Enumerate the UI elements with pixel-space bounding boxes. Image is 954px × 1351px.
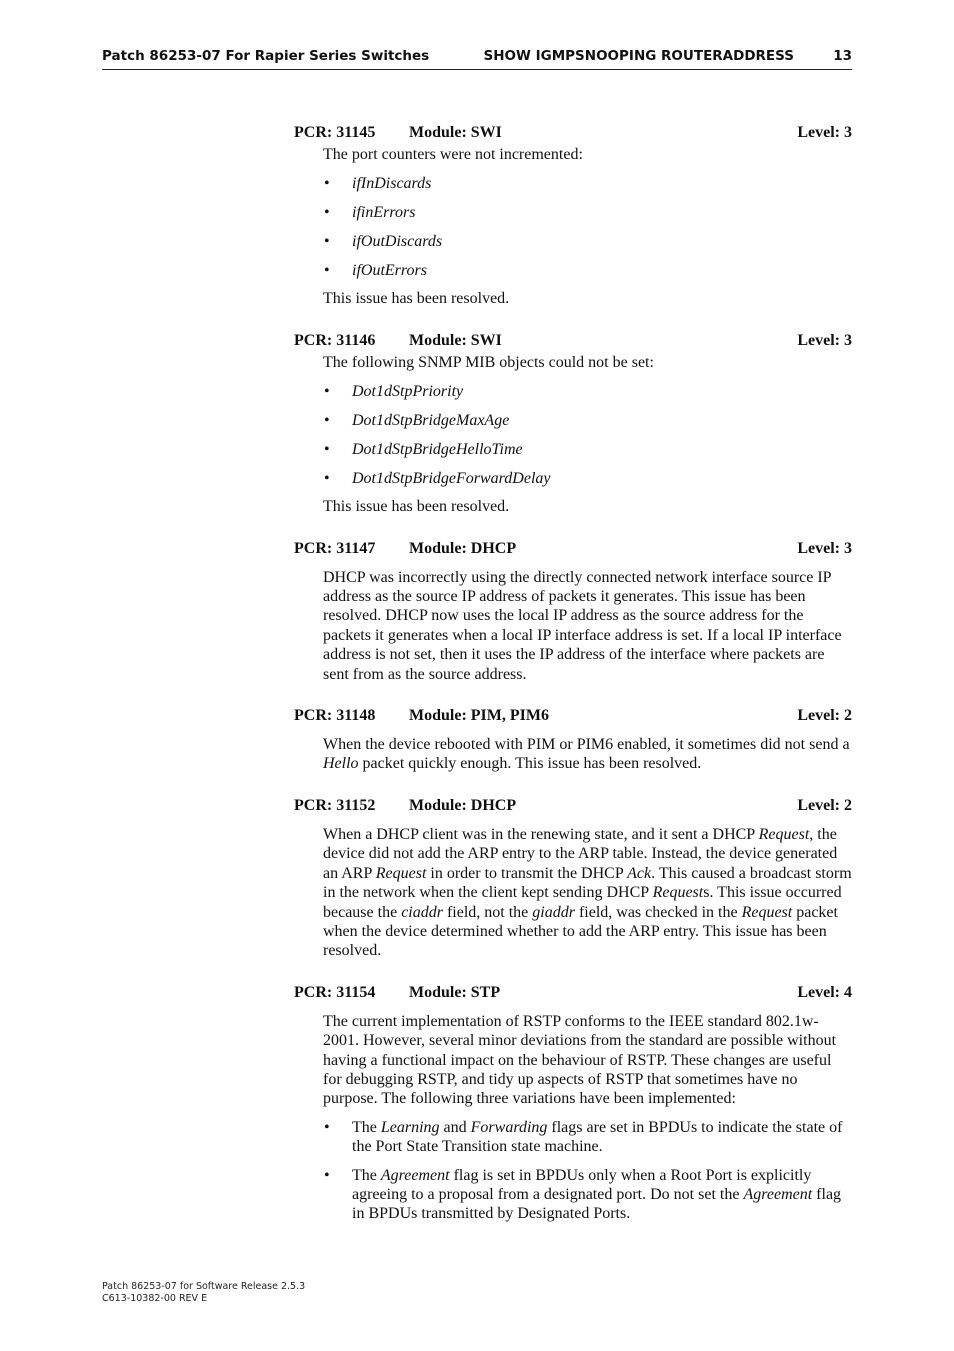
list-item: • The Learning and Forwarding flags are set in BPDUs to indicate the state of the Port State Transition state machine. — [324, 1118, 843, 1156]
pcr-module: Module: STP — [409, 983, 501, 1001]
pcr-module: Module: DHCP — [409, 796, 517, 814]
pcr-heading — [294, 983, 852, 1003]
list-item: • ifInDiscards — [324, 175, 432, 192]
pcr-text: DHCP was incorrectly using the directly connected network interface source IP address as the source IP address of packets it generates. This issue has been resolved. DHCP now uses the local IP address as the source address for the packets it generates when a local IP interface address is set. If a local IP interface address is not set, then it uses the IP address of the interface where packets are sent from as the source address. — [323, 568, 842, 683]
list-item: • ifOutDiscards — [324, 233, 443, 250]
pcr-heading — [294, 706, 852, 726]
pcr-level: Level: 3 — [797, 331, 852, 349]
pcr-level: Level: 2 — [797, 707, 852, 725]
pcr-body — [323, 353, 852, 517]
pcr-text: When a DHCP client was in the renewing state, and it sent a DHCP Request, the device did not add the ARP entry to the ARP table. Instead, the device generated an ARP Request in order to transmit the DHCP Ack. This caused a broadcast storm in the network when the client kept sending DHCP Requests. This issue occurred because the ciaddr field, not the giaddr field, was checked in the Request packet when the device determined whether to add the ARP entry. This issue has been resolved. — [323, 825, 852, 960]
pcr-module: Module: PIM, PIM6 — [409, 707, 549, 725]
pcr-heading — [294, 796, 852, 816]
pcr-body — [323, 735, 852, 774]
pcr-heading — [294, 539, 852, 559]
pcr-body — [323, 1012, 852, 1224]
pcr-number: PCR: 31146 — [294, 331, 376, 349]
list-item: • The Agreement flag is set in BPDUs only when a Root Port is explicitly agreeing to a proposal from a designated port. Do not set the Agreement flag in BPDUs transmitted by Designated Ports. — [324, 1166, 842, 1223]
list-item: • ifinErrors — [324, 204, 416, 221]
header-section-title: SHOW IGMPSNOOPING ROUTERADDRESS — [483, 48, 794, 64]
pcr-heading — [294, 331, 852, 351]
bullet-list — [323, 174, 852, 280]
list-item: • ifOutErrors — [324, 262, 427, 279]
list-item: • Dot1dStpBridgeMaxAge — [324, 411, 510, 429]
list-item: • Dot1dStpBridgeForwardDelay — [324, 469, 551, 487]
pcr-intro: The port counters were not incremented: — [323, 146, 583, 163]
pcr-number: PCR: 31152 — [294, 796, 376, 814]
bullet-icon: • — [324, 1118, 330, 1136]
bullet-list — [323, 382, 852, 488]
pcr-module: Module: SWI — [409, 124, 502, 141]
pcr-body — [323, 825, 852, 961]
bullet-icon: • — [324, 469, 330, 487]
pcr-text: The current implementation of RSTP conforms to the IEEE standard 802.1w-2001. However, several minor deviations from the standard are possible without having a functional impact on the behaviour of RSTP. These changes are useful for debugging RSTP, and tidy up aspects of RSTP that sometimes have no purpose. The following three variations have been implemented: — [323, 1012, 837, 1108]
bullet-icon: • — [324, 262, 330, 279]
bullet-icon: • — [324, 1166, 330, 1184]
pcr-outro: This issue has been resolved. — [323, 498, 510, 516]
header-page-number: 13 — [833, 48, 852, 64]
bullet-icon: • — [324, 440, 330, 458]
pcr-level: Level: 4 — [797, 983, 852, 1001]
bullet-icon: • — [324, 411, 330, 429]
pcr-module: Module: DHCP — [409, 539, 517, 557]
bullet-icon: • — [324, 204, 330, 221]
page-footer — [102, 1281, 305, 1305]
pcr-outro: This issue has been resolved. — [323, 290, 510, 308]
pcr-module: Module: SWI — [409, 331, 502, 349]
list-item: • Dot1dStpBridgeHelloTime — [324, 440, 523, 458]
pcr-level: Level: 3 — [797, 539, 852, 557]
bullet-icon: • — [324, 233, 330, 250]
pcr-level: Level: 2 — [797, 796, 852, 814]
pcr-number: PCR: 31154 — [294, 983, 376, 1001]
pcr-intro: The following SNMP MIB objects could not be set: — [323, 353, 654, 371]
pcr-body — [323, 145, 852, 309]
pcr-list — [294, 123, 852, 1224]
pcr-text: When the device rebooted with PIM or PIM6 enabled, it sometimes did not send a Hello packet quickly enough. This issue has been resolved. — [323, 736, 850, 773]
bullet-list — [323, 1118, 852, 1224]
bullet-icon: • — [324, 382, 330, 400]
pcr-number: PCR: 31148 — [294, 707, 376, 725]
pcr-heading — [294, 123, 852, 143]
pcr-number: PCR: 31147 — [294, 539, 376, 557]
page-header — [102, 47, 852, 70]
pcr-number: PCR: 31145 — [294, 124, 376, 141]
bullet-icon: • — [324, 175, 330, 192]
footer-release: Patch 86253-07 for Software Release 2.5.3 — [102, 1281, 306, 1292]
pcr-body — [323, 568, 852, 684]
pcr-level: Level: 3 — [797, 124, 852, 141]
list-item: • Dot1dStpPriority — [324, 382, 464, 400]
footer-docnum: C613-10382-00 REV E — [102, 1293, 208, 1304]
header-doc-title: Patch 86253-07 For Rapier Series Switches — [102, 48, 430, 64]
